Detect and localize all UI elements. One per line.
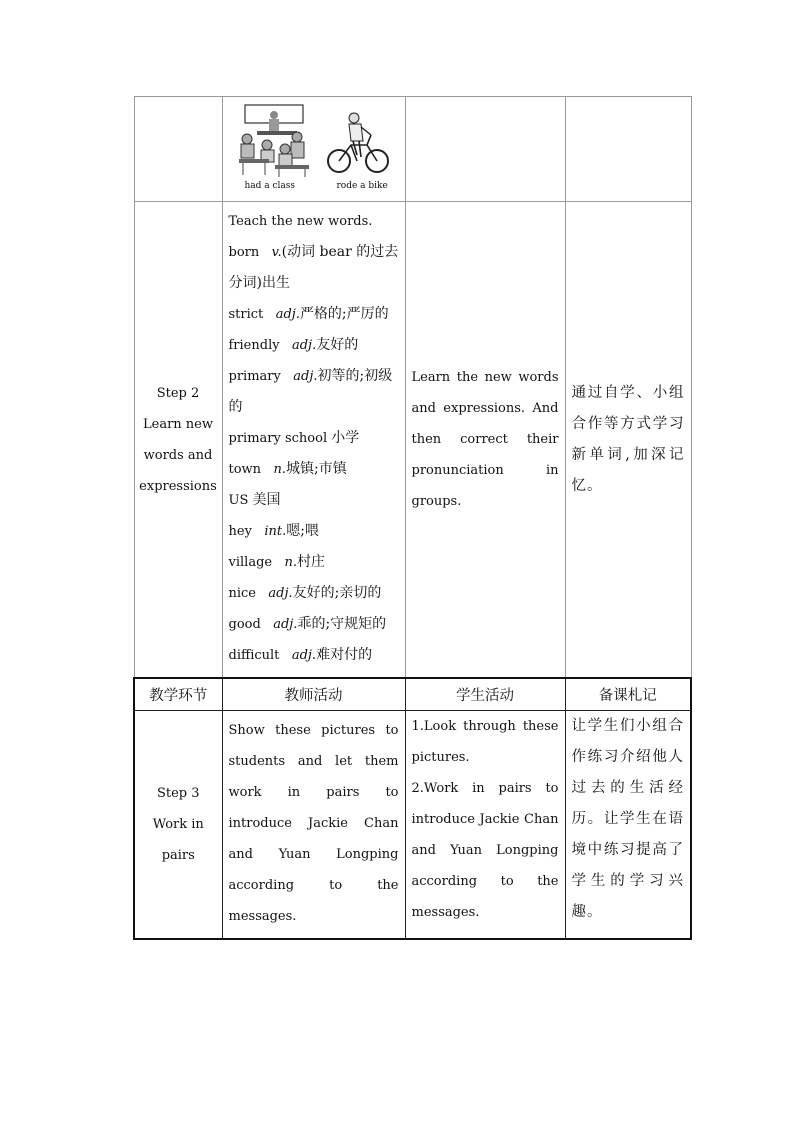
- step2-title-line: Step 2: [156, 385, 200, 401]
- step3-title-line: pairs: [161, 848, 195, 863]
- vocab-word: difficult: [228, 648, 280, 663]
- vocab-meaning: 友好的: [316, 337, 359, 353]
- header-student: 学生活动: [405, 678, 565, 711]
- header-stage: 教学环节: [134, 678, 222, 711]
- step2-title-line: words and: [143, 447, 213, 463]
- step3-student-activity-1: 1.Look through these pictures.: [411, 719, 559, 765]
- vocab-word: primary school: [228, 431, 328, 446]
- vocab-word: born: [228, 245, 260, 260]
- vocab-word: friendly: [228, 338, 280, 353]
- teacher-intro: Teach the new words.: [228, 214, 373, 229]
- step2-title-line: Learn new: [143, 416, 213, 432]
- vocab-meaning: 嗯;喂: [286, 523, 319, 539]
- step3-student-activity-2: 2.Work in pairs to introduce Jackie Chan and Yuan Longping according to the messages.: [411, 781, 559, 920]
- vocab-pos: int.: [264, 524, 287, 539]
- vocab-meaning: 城镇;市镇: [285, 461, 347, 477]
- vocab-pos: adj.: [268, 586, 293, 601]
- step2-notes: 通过自学、小组合作等方式学习新单词,加深记忆。: [565, 202, 691, 679]
- vocab-entry: [229, 330, 399, 361]
- vocab-list: [222, 202, 405, 679]
- vocab-entry: [229, 485, 399, 516]
- vocab-entry: [229, 609, 399, 640]
- vocab-pos: adj.: [275, 307, 300, 322]
- vocab-meaning: 严格的;严厉的: [299, 306, 389, 322]
- step3-row: [134, 711, 691, 940]
- header-teacher: 教师活动: [222, 678, 405, 711]
- vocab-pos: v.: [271, 245, 282, 260]
- vocab-word: good: [228, 617, 261, 632]
- vocab-entries: [229, 237, 399, 671]
- vocab-pos: adj.: [291, 338, 317, 353]
- step3-teacher-activity: Show these pictures to students and let them work in pairs to introduce Jackie Chan and Yuan Longping according to the messages.: [222, 711, 405, 940]
- vocab-entry: [229, 547, 399, 578]
- vocab-word: US: [228, 493, 249, 508]
- bike-caption: rode a bike: [336, 181, 388, 191]
- table-header-row: [134, 678, 691, 711]
- vocab-word: village: [228, 555, 273, 570]
- vocab-entry: [229, 640, 399, 671]
- empty-cell: [565, 97, 691, 202]
- vocab-word: strict: [228, 307, 264, 322]
- vocab-meaning: (动词 bear 的过去分词)出生: [228, 244, 399, 291]
- step2-title: [134, 202, 222, 679]
- vocab-pos: n.: [273, 462, 286, 477]
- vocab-word: town: [228, 462, 262, 477]
- step3-title: [134, 711, 222, 940]
- bike-rider-illustration: [327, 111, 389, 177]
- step2-row: [134, 202, 691, 679]
- vocab-word: primary: [228, 369, 281, 384]
- step3-title-line: Work in: [152, 817, 204, 832]
- vocab-entry: [229, 299, 399, 330]
- step3-title-line: Step 3: [156, 786, 200, 801]
- vocab-pos: adj.: [273, 617, 298, 632]
- classroom-illustration: [235, 103, 315, 179]
- empty-cell: [134, 97, 222, 202]
- step3-notes: 让学生们小组合作练习介绍他人过去的生活经历。让学生在语境中练习提高了学生的学习兴趣。: [565, 711, 691, 940]
- vocab-meaning: 美国: [252, 492, 281, 508]
- classroom-caption: had a class: [244, 181, 296, 191]
- vocab-entry: [229, 516, 399, 547]
- vocab-entry: [229, 454, 399, 485]
- vocab-meaning: 难对付的: [316, 647, 373, 663]
- vocab-entry: [229, 423, 399, 454]
- vocab-word: nice: [228, 586, 257, 601]
- header-notes: 备课札记: [565, 678, 691, 711]
- pictures-cell: [222, 97, 405, 202]
- vocab-pos: adj.: [293, 369, 318, 384]
- vocab-entry: [229, 361, 399, 423]
- step2-title-line: expressions: [139, 478, 217, 494]
- empty-cell: [405, 97, 565, 202]
- vocab-pos: n.: [284, 555, 298, 570]
- vocab-meaning: 村庄: [297, 554, 326, 570]
- vocab-meaning: 初等的;初级的: [228, 368, 393, 415]
- step3-student-activity: [405, 711, 565, 940]
- vocab-word: hey: [228, 524, 252, 539]
- vocab-entry: [229, 578, 399, 609]
- vocab-entry: [229, 237, 399, 299]
- vocab-meaning: 友好的;亲切的: [292, 585, 382, 601]
- vocab-meaning: 小学: [331, 430, 360, 446]
- step2-student-activity: Learn the new words and expressions. And then correct their pronunciation in groups.: [405, 202, 565, 679]
- lesson-plan-table: [133, 96, 692, 940]
- pictures-row: [134, 97, 691, 202]
- vocab-meaning: 乖的;守规矩的: [297, 616, 387, 632]
- vocab-pos: adj.: [291, 648, 317, 663]
